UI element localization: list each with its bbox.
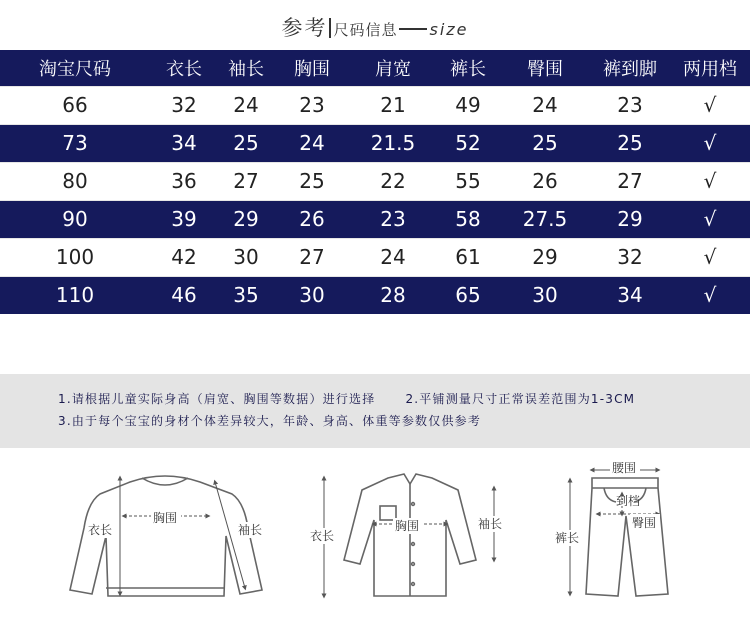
- table-cell: √: [670, 276, 750, 314]
- header-sleeve: 袖长: [228, 58, 264, 80]
- shirt-sleeve-label: 袖长: [478, 517, 503, 531]
- table-cell: 65: [436, 276, 500, 314]
- table-cell: 25: [590, 124, 670, 162]
- table-cell: 29: [590, 200, 670, 238]
- table-cell: 46: [150, 276, 218, 314]
- page-title: [0, 12, 750, 48]
- notes-panel: [0, 374, 750, 448]
- title-sub: 尺码信息: [333, 21, 398, 39]
- table-cell: 34: [590, 276, 670, 314]
- table-cell: 23: [590, 86, 670, 124]
- table-cell: 27: [218, 162, 274, 200]
- table-cell: 66: [0, 86, 150, 124]
- table-cell: 32: [150, 86, 218, 124]
- table-cell: 27: [274, 238, 350, 276]
- table-cell: 22: [350, 162, 436, 200]
- table-cell: 21.5: [350, 124, 436, 162]
- measurement-diagram: [0, 448, 750, 624]
- title-divider: [329, 18, 331, 38]
- table-cell: 24: [350, 238, 436, 276]
- shirt-icon: [344, 474, 476, 596]
- sweater-length-label: 衣长: [88, 523, 113, 537]
- table-cell: 73: [0, 124, 150, 162]
- table-cell: 90: [0, 200, 150, 238]
- header-pants-length: 裤长: [450, 58, 486, 80]
- table-cell: 24: [218, 86, 274, 124]
- pants-crotch-label: 到档: [616, 494, 641, 508]
- table-cell: 80: [0, 162, 150, 200]
- table-cell: 35: [218, 276, 274, 314]
- table-cell: 27.5: [500, 200, 590, 238]
- table-row: [0, 200, 750, 238]
- table-cell: √: [670, 238, 750, 276]
- shirt-chest-label: 胸围: [395, 519, 420, 533]
- table-cell: 42: [150, 238, 218, 276]
- note-error-range: 2.平铺测量尺寸正常误差范围为1-3CM: [405, 392, 636, 406]
- table-cell: 28: [350, 276, 436, 314]
- table-cell: 27: [590, 162, 670, 200]
- title-main: 参考: [281, 16, 328, 40]
- table-cell: √: [670, 86, 750, 124]
- table-cell: √: [670, 200, 750, 238]
- header-shoulder: 肩宽: [375, 58, 411, 80]
- pants-hip-label: 臀围: [632, 516, 657, 530]
- table-cell: 55: [436, 162, 500, 200]
- table-cell: 61: [436, 238, 500, 276]
- sweater-sleeve-label: 袖长: [238, 523, 263, 537]
- table-cell: 100: [0, 238, 150, 276]
- header-length: 衣长: [166, 58, 202, 80]
- table-cell: 110: [0, 276, 150, 314]
- table-cell: 34: [150, 124, 218, 162]
- table-cell: 36: [150, 162, 218, 200]
- table-cell: 32: [590, 238, 670, 276]
- pants-waist-label: 腰围: [612, 461, 637, 475]
- table-cell: √: [670, 124, 750, 162]
- table-cell: 52: [436, 124, 500, 162]
- note-height-choice: 1.请根据儿童实际身高（肩宽、胸围等数据）进行选择: [58, 392, 376, 406]
- pants-length-label: 裤长: [555, 531, 580, 545]
- table-cell: 23: [274, 86, 350, 124]
- table-row: [0, 238, 750, 276]
- header-to-foot: 裤到脚: [603, 58, 657, 80]
- table-row: [0, 124, 750, 162]
- sweater-chest-label: 胸围: [153, 511, 178, 525]
- table-cell: 24: [500, 86, 590, 124]
- table-cell: 21: [350, 86, 436, 124]
- note-reference-only: 3.由于每个宝宝的身材个体差异较大，年龄、身高、体重等参数仅供参考: [58, 414, 482, 428]
- table-cell: 30: [218, 238, 274, 276]
- size-table: [0, 50, 750, 314]
- header-hip: 臀围: [527, 58, 563, 80]
- table-cell: 26: [274, 200, 350, 238]
- notes-line-1: [58, 388, 750, 410]
- table-row: [0, 276, 750, 314]
- table-row: [0, 162, 750, 200]
- table-cell: 30: [274, 276, 350, 314]
- shirt-length-label: 衣长: [310, 529, 335, 543]
- measurement-illustrations: [0, 448, 750, 624]
- table-cell: 25: [500, 124, 590, 162]
- table-cell: 25: [218, 124, 274, 162]
- header-crotch-type: 两用档: [683, 58, 737, 80]
- table-cell: 30: [500, 276, 590, 314]
- header-size: 淘宝尺码: [39, 58, 111, 80]
- table-cell: 24: [274, 124, 350, 162]
- table-cell: 26: [500, 162, 590, 200]
- table-row: [0, 86, 750, 124]
- table-cell: 25: [274, 162, 350, 200]
- title-dash: [399, 28, 427, 30]
- table-header-row: [0, 50, 750, 86]
- table-cell: 58: [436, 200, 500, 238]
- table-cell: 39: [150, 200, 218, 238]
- title-en: size: [429, 20, 469, 39]
- table-cell: 23: [350, 200, 436, 238]
- header-chest: 胸围: [294, 58, 330, 80]
- table-cell: 29: [500, 238, 590, 276]
- table-cell: 29: [218, 200, 274, 238]
- table-cell: √: [670, 162, 750, 200]
- table-cell: 49: [436, 86, 500, 124]
